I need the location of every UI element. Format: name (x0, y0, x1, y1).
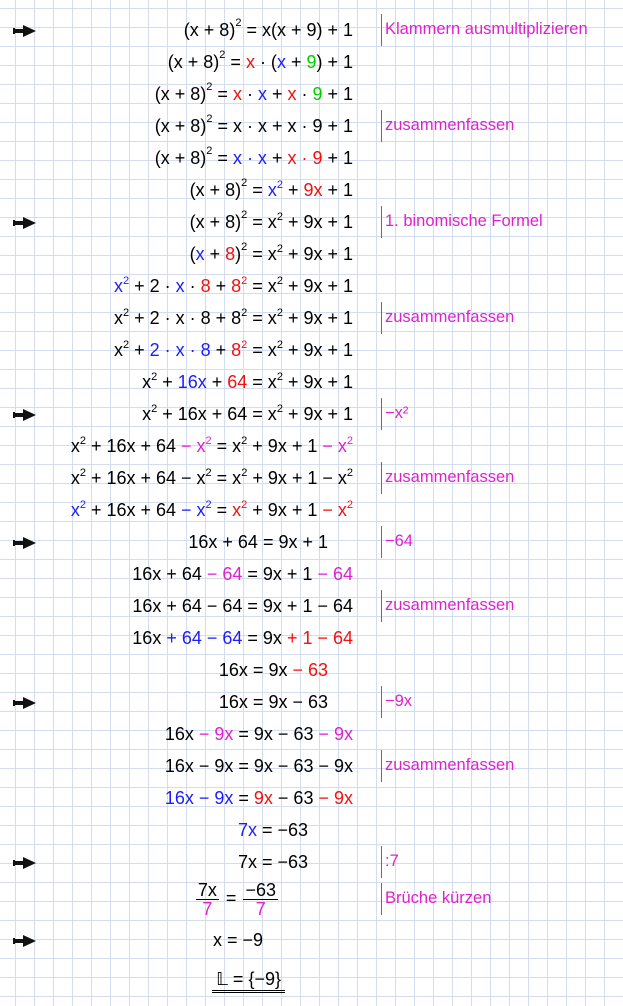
hand-pointer-icon[interactable] (12, 23, 40, 39)
equation: $x^2 + 2 \cdot x \cdot 8 + 8^2 = x^2 + 9x + 1$ (113, 307, 353, 328)
equation: $(x + 8)^2 = x^2 + 9x + 1$ (189, 209, 353, 232)
equation: $\frac{7x}{7}$ = $\frac{-63}{7}$ (197, 879, 276, 919)
equation: 16x + 64 − 64 = 9x + 1 − 64 (132, 628, 353, 648)
step-annotation: Klammern ausmultiplizieren (381, 14, 588, 46)
step-row (0, 782, 623, 814)
step-row (0, 462, 623, 494)
equation: $x^2 + 16x + 64 = x^2 + 9x + 1$ (142, 371, 353, 392)
equation: 16x − 9x = 9x − 63 − 9x (164, 756, 353, 776)
step-annotation: :7 (381, 846, 399, 878)
equation: 7x = −63 (237, 820, 308, 840)
step-row (0, 110, 623, 142)
step-annotation: −9x (381, 686, 412, 718)
hand-pointer-icon[interactable] (12, 407, 40, 423)
step-row (0, 526, 623, 558)
step-row (0, 46, 623, 78)
step-row (0, 302, 623, 334)
equation: $x^2 + 2 \cdot x \cdot 8 + 8^2 = x^2 + 9x + 1$ (113, 339, 353, 360)
step-row (0, 874, 623, 922)
step-row (0, 142, 623, 174)
equation: $(x + 8)^2 = x \cdot x + x \cdot 9 + 1$ (154, 145, 353, 168)
equation: 16x + 64 = 9x + 1 (188, 532, 328, 552)
step-row (0, 494, 623, 526)
step-row (0, 78, 623, 110)
fraction-left: $\frac{7x}{7}$ (197, 879, 217, 919)
equation: $x^2 + 16x + 64 - x^2 = x^2 + 9x + 1 - x^2$ (70, 467, 353, 488)
step-row (0, 654, 623, 686)
step-row (0, 814, 623, 846)
hand-pointer-icon[interactable] (12, 535, 40, 551)
equation: $(x + 8)^2 = x^2 + 9x + 1$ (189, 177, 353, 200)
step-row (0, 206, 623, 238)
step-row (0, 718, 623, 750)
fraction-right: $\frac{-63}{7}$ (245, 879, 276, 919)
step-annotation: −x² (381, 398, 408, 430)
step-row (0, 558, 623, 590)
equation: $(x + 8)^2 = x \cdot x + x \cdot 9 + 1$ (154, 113, 353, 136)
step-row (0, 14, 623, 46)
solution-set: 𝕃 = {−9} (212, 960, 285, 998)
step-annotation: zusammenfassen (381, 750, 514, 782)
equation: $(x + 8)^2 = x(x + 9) + 1$ (183, 17, 353, 40)
step-row (0, 924, 623, 956)
equation: $x^2 + 2 \cdot x \cdot 8 + 8^2 = x^2 + 9x + 1$ (113, 275, 353, 296)
step-row (0, 174, 623, 206)
equation: $x^2 + 16x + 64 - x^2 = x^2 + 9x + 1 - x^2$ (70, 435, 353, 456)
equation: $x^2 + 16x + 64 - x^2 = x^2 + 9x + 1 - x^2$ (70, 499, 353, 520)
equation: 16x − 9x = 9x − 63 − 9x (164, 788, 353, 808)
equation: x = −9 (212, 930, 263, 950)
step-annotation: zusammenfassen (381, 110, 514, 142)
equation: $(x + 8)^2 = x \cdot x + x \cdot 9 + 1$ (154, 81, 353, 104)
step-annotation: zusammenfassen (381, 462, 514, 494)
equation: 16x = 9x − 63 (218, 692, 328, 712)
equation: $(x + 8)^2 = x^2 + 9x + 1$ (189, 241, 353, 264)
hand-pointer-icon[interactable] (12, 933, 40, 949)
hand-pointer-icon[interactable] (12, 695, 40, 711)
equation: 16x + 64 − 64 = 9x + 1 − 64 (132, 564, 353, 584)
step-annotation: 1. binomische Formel (381, 206, 543, 238)
step-row (0, 686, 623, 718)
hand-pointer-icon[interactable] (12, 215, 40, 231)
equation: $(x + 8)^2 = x \cdot (x + 9) + 1$ (167, 49, 353, 72)
step-row (0, 238, 623, 270)
step-annotation: zusammenfassen (381, 302, 514, 334)
equation: 16x + 64 − 64 = 9x + 1 − 64 (132, 596, 353, 616)
step-row (0, 398, 623, 430)
step-row (0, 590, 623, 622)
equation: $x^2 + 16x + 64 = x^2 + 9x + 1$ (142, 403, 353, 424)
solution-row (0, 960, 623, 998)
equation: 16x − 9x = 9x − 63 − 9x (164, 724, 353, 744)
step-annotation: zusammenfassen (381, 590, 514, 622)
step-annotation: Brüche kürzen (381, 883, 491, 915)
step-row (0, 750, 623, 782)
step-row (0, 366, 623, 398)
step-row (0, 334, 623, 366)
step-row (0, 430, 623, 462)
hand-pointer-icon[interactable] (12, 855, 40, 871)
step-row (0, 270, 623, 302)
equation: 7x = −63 (237, 852, 308, 872)
equation: 16x = 9x − 63 (218, 660, 328, 680)
step-row (0, 622, 623, 654)
step-annotation: −64 (381, 526, 413, 558)
